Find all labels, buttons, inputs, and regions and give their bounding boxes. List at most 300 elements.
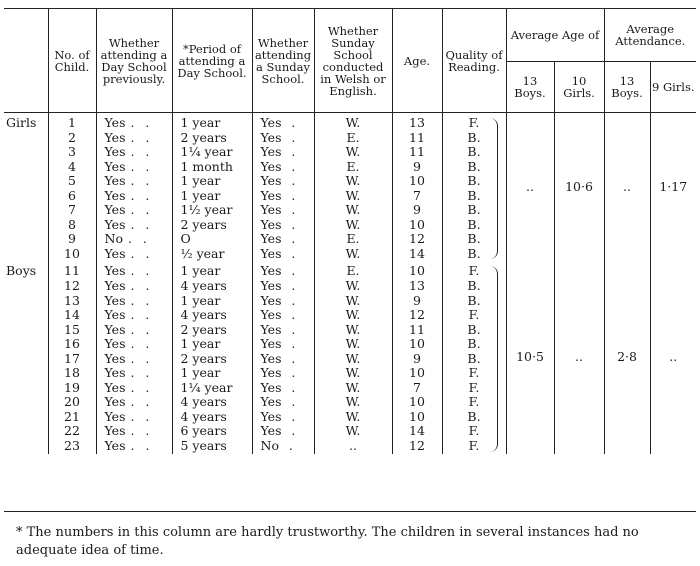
child-number-value: 19 xyxy=(64,379,80,395)
period-day-school xyxy=(181,308,250,323)
child-number xyxy=(51,279,94,294)
table-body xyxy=(4,113,696,454)
attendance-table xyxy=(4,8,696,454)
leader-dots: . . xyxy=(125,336,151,352)
sunday-language-value: W. xyxy=(345,187,361,203)
age-value: 12 xyxy=(409,231,425,247)
leader-dot: . xyxy=(281,278,297,294)
header-sunday-language: Whether Sunday School conducted in Welsh or English. xyxy=(314,9,392,113)
period-day-school xyxy=(181,203,250,218)
age-value: 9 xyxy=(413,202,421,218)
child-number-value: 1 xyxy=(68,115,76,130)
sunday-language-value: W. xyxy=(345,408,361,424)
child-number-value: 12 xyxy=(64,278,80,294)
age-value: 11 xyxy=(409,321,425,337)
age-value: 10 xyxy=(409,394,425,410)
sunday-school xyxy=(261,381,312,396)
sunday-language-value: E. xyxy=(346,129,360,145)
child-number-value: 23 xyxy=(64,438,80,454)
leader-dots: . . xyxy=(125,129,151,145)
period-day-school-value: 2 years xyxy=(180,321,227,337)
quality-of-reading-value: F. xyxy=(468,115,480,130)
leader-dot: . xyxy=(281,379,297,395)
day-school-previously xyxy=(105,279,170,294)
sunday-language xyxy=(317,218,390,233)
day-school-previously xyxy=(105,145,170,160)
day-school-previously xyxy=(105,381,170,396)
day-school-previously-column xyxy=(96,113,172,262)
sunday-language-value: W. xyxy=(345,115,361,130)
average-age-boys: 10·5 xyxy=(506,261,554,453)
sunday-language xyxy=(317,264,390,279)
sunday-school-value: Yes xyxy=(260,408,282,424)
quality-of-reading-value: F. xyxy=(468,263,480,279)
period-day-school-value: 1¼ year xyxy=(180,379,233,395)
child-number-value: 3 xyxy=(68,144,76,160)
header-average-age: Average Age of xyxy=(506,9,604,62)
age xyxy=(395,232,440,247)
sunday-school-value: Yes xyxy=(260,202,282,218)
sunday-school xyxy=(261,279,312,294)
day-school-previously xyxy=(105,424,170,439)
age xyxy=(395,424,440,439)
period-day-school-column xyxy=(172,113,252,262)
age-value: 9 xyxy=(413,158,421,174)
period-day-school xyxy=(181,264,250,279)
group-label: Girls xyxy=(6,115,37,130)
age-value: 10 xyxy=(409,408,425,424)
leader-dot: . xyxy=(281,144,297,160)
sunday-school-value: Yes xyxy=(260,307,282,323)
age xyxy=(395,439,440,454)
child-number-value: 13 xyxy=(64,292,80,308)
sunday-school-value: Yes xyxy=(260,292,282,308)
day-school-previously xyxy=(105,264,170,279)
age-column xyxy=(392,113,442,262)
group-row-girls xyxy=(4,113,696,262)
leader-dot: . xyxy=(281,350,297,366)
quality-of-reading-value: B. xyxy=(467,129,481,145)
sunday-language xyxy=(317,366,390,381)
child-number xyxy=(51,352,94,367)
leader-dots: . . xyxy=(125,365,151,381)
child-number-value: 6 xyxy=(68,187,76,203)
child-number-value: 15 xyxy=(64,321,80,337)
child-number-value: 4 xyxy=(68,158,76,174)
group-row-boys xyxy=(4,261,696,453)
sunday-language-value: E. xyxy=(346,231,360,247)
sunday-school-column xyxy=(252,113,314,262)
subheader-age-10-girls: 10 Girls. xyxy=(554,62,604,113)
sunday-school-value: Yes xyxy=(260,336,282,352)
sunday-language xyxy=(317,145,390,160)
age xyxy=(395,131,440,146)
child-number-value: 16 xyxy=(64,336,80,352)
day-school-previously-value: Yes xyxy=(104,129,126,145)
quality-of-reading-value: B. xyxy=(467,173,481,189)
leader-dots: . . xyxy=(125,321,151,337)
leader-dots: . . xyxy=(125,292,151,308)
sunday-language xyxy=(317,203,390,218)
sunday-school-value: Yes xyxy=(260,350,282,366)
sunday-language-value: W. xyxy=(345,202,361,218)
quality-of-reading-value: F. xyxy=(468,438,480,454)
sunday-school xyxy=(261,203,312,218)
header-day-school-previously: Whether attending a Day School previously. xyxy=(96,9,172,113)
age-value: 10 xyxy=(409,216,425,232)
leader-dots: . . xyxy=(125,245,151,261)
child-number-value: 22 xyxy=(64,423,80,439)
leader-dots: . . xyxy=(125,350,151,366)
sunday-school xyxy=(261,352,312,367)
age xyxy=(395,145,440,160)
sunday-school xyxy=(261,247,312,262)
period-day-school xyxy=(181,439,250,454)
age xyxy=(395,395,440,410)
sunday-language-value: W. xyxy=(345,379,361,395)
period-day-school xyxy=(181,232,250,247)
period-day-school xyxy=(181,247,250,262)
period-day-school-value: 1 year xyxy=(180,292,221,308)
age-value: 10 xyxy=(409,336,425,352)
child-number-value: 9 xyxy=(68,231,76,247)
period-day-school-value: 4 years xyxy=(180,394,227,410)
sunday-school xyxy=(261,424,312,439)
age-value: 10 xyxy=(409,365,425,381)
sunday-school xyxy=(261,145,312,160)
age xyxy=(395,189,440,204)
leader-dots: . . xyxy=(125,187,151,203)
day-school-previously xyxy=(105,247,170,262)
child-number xyxy=(51,131,94,146)
child-number xyxy=(51,323,94,338)
leader-dots: . . xyxy=(125,278,151,294)
age xyxy=(395,247,440,262)
period-day-school-value: 1 month xyxy=(180,158,233,174)
sunday-school xyxy=(261,160,312,175)
sunday-language-value: W. xyxy=(345,245,361,261)
header-label-blank xyxy=(4,9,48,113)
period-day-school-value: 4 years xyxy=(180,278,227,294)
age-value: 13 xyxy=(409,278,425,294)
quality-of-reading-value: B. xyxy=(467,336,481,352)
sunday-school xyxy=(261,294,312,309)
sunday-language xyxy=(317,189,390,204)
child-number xyxy=(51,145,94,160)
quality-of-reading-value: B. xyxy=(467,278,481,294)
leader-dots: . . xyxy=(125,158,151,174)
day-school-previously-value: Yes xyxy=(104,115,126,130)
sunday-school xyxy=(261,232,312,247)
sunday-school-value: Yes xyxy=(260,187,282,203)
age xyxy=(395,308,440,323)
day-school-previously-value: Yes xyxy=(104,187,126,203)
sunday-school xyxy=(261,264,312,279)
day-school-previously xyxy=(105,395,170,410)
subheader-attendance-9-girls: 9 Girls. xyxy=(650,62,696,113)
period-day-school xyxy=(181,294,250,309)
sunday-language xyxy=(317,131,390,146)
sunday-language xyxy=(317,395,390,410)
sunday-school xyxy=(261,323,312,338)
sunday-school-value: Yes xyxy=(260,173,282,189)
sunday-school-value: Yes xyxy=(260,423,282,439)
sunday-school-column xyxy=(252,261,314,453)
day-school-previously-value: Yes xyxy=(104,423,126,439)
leader-dots: . . xyxy=(125,379,151,395)
day-school-previously-value: Yes xyxy=(104,216,126,232)
leader-dot: . xyxy=(278,438,294,454)
sunday-language-value: W. xyxy=(345,394,361,410)
child-number-column xyxy=(48,261,96,453)
sunday-school xyxy=(261,218,312,233)
sunday-school xyxy=(261,395,312,410)
sunday-school xyxy=(261,366,312,381)
subheader-age-13-boys: 13 Boys. xyxy=(506,62,554,113)
sunday-language xyxy=(317,116,390,131)
sunday-language-value: W. xyxy=(345,292,361,308)
leader-dot: . xyxy=(281,321,297,337)
period-day-school-value: 1 year xyxy=(180,173,221,189)
leader-dot: . xyxy=(281,202,297,218)
child-number xyxy=(51,189,94,204)
day-school-previously xyxy=(105,308,170,323)
period-day-school-value: 2 years xyxy=(180,216,227,232)
leader-dot: . xyxy=(281,307,297,323)
age-value: 13 xyxy=(409,115,425,130)
day-school-previously xyxy=(105,218,170,233)
period-day-school-column xyxy=(172,261,252,453)
day-school-previously xyxy=(105,294,170,309)
sunday-school-value: Yes xyxy=(260,321,282,337)
sunday-language-value: W. xyxy=(345,173,361,189)
quality-of-reading-value: F. xyxy=(468,394,480,410)
leader-dot: . xyxy=(281,115,297,130)
child-number-value: 17 xyxy=(64,350,80,366)
child-number xyxy=(51,381,94,396)
header-period-day-school: *Period of attending a Day School. xyxy=(172,9,252,113)
sunday-school xyxy=(261,410,312,425)
day-school-previously xyxy=(105,323,170,338)
day-school-previously-value: Yes xyxy=(104,394,126,410)
age xyxy=(395,174,440,189)
child-number xyxy=(51,160,94,175)
day-school-previously-value: Yes xyxy=(104,245,126,261)
age xyxy=(395,116,440,131)
quality-of-reading-value: F. xyxy=(468,307,480,323)
period-day-school xyxy=(181,395,250,410)
quality-of-reading-value: B. xyxy=(467,187,481,203)
leader-dots: . . xyxy=(125,307,151,323)
child-number-value: 18 xyxy=(64,365,80,381)
day-school-previously-value: Yes xyxy=(104,321,126,337)
child-number xyxy=(51,247,94,262)
sunday-school-value: Yes xyxy=(260,278,282,294)
average-attendance-boys: 2·8 xyxy=(604,261,650,453)
period-day-school-value: 2 years xyxy=(180,129,227,145)
grouping-brace xyxy=(490,118,498,259)
sunday-language-value: E. xyxy=(346,263,360,279)
child-number-value: 7 xyxy=(68,202,76,218)
average-attendance-girls: .. xyxy=(650,261,696,453)
sunday-language xyxy=(317,279,390,294)
period-day-school-value: 1 year xyxy=(180,187,221,203)
leader-dots: . . xyxy=(125,408,151,424)
period-day-school xyxy=(181,279,250,294)
leader-dots: . . xyxy=(125,394,151,410)
age xyxy=(395,410,440,425)
period-day-school-value: 1¼ year xyxy=(180,144,233,160)
sunday-school xyxy=(261,131,312,146)
leader-dot: . xyxy=(281,263,297,279)
leader-dot: . xyxy=(281,187,297,203)
age-value: 10 xyxy=(409,263,425,279)
day-school-previously-value: Yes xyxy=(104,336,126,352)
sunday-school-value: Yes xyxy=(260,245,282,261)
day-school-previously-value: Yes xyxy=(104,408,126,424)
sunday-language xyxy=(317,352,390,367)
sunday-language-value: W. xyxy=(345,144,361,160)
header-sunday-school: Whether attending a Sunday School. xyxy=(252,9,314,113)
leader-dots: . . xyxy=(125,115,151,130)
sunday-school-value: Yes xyxy=(260,216,282,232)
quality-of-reading-value: B. xyxy=(467,216,481,232)
average-attendance-boys: .. xyxy=(604,113,650,262)
leader-dots: . . xyxy=(125,202,151,218)
child-number xyxy=(51,337,94,352)
age-value: 11 xyxy=(409,129,425,145)
child-number xyxy=(51,294,94,309)
header-average-attendance: Average Attendance. xyxy=(604,9,696,62)
age xyxy=(395,323,440,338)
child-number-value: 14 xyxy=(64,307,80,323)
leader-dot: . xyxy=(281,216,297,232)
child-number xyxy=(51,366,94,381)
child-number-value: 8 xyxy=(68,216,76,232)
leader-dots: . . xyxy=(122,231,148,247)
day-school-previously-value: Yes xyxy=(104,379,126,395)
sunday-language xyxy=(317,410,390,425)
age-value: 12 xyxy=(409,307,425,323)
sunday-school-value: Yes xyxy=(260,158,282,174)
period-day-school xyxy=(181,410,250,425)
leader-dot: . xyxy=(281,365,297,381)
age-value: 7 xyxy=(413,187,421,203)
header-age: Age. xyxy=(392,9,442,113)
sunday-language-value: .. xyxy=(349,438,357,454)
leader-dot: . xyxy=(281,394,297,410)
child-number xyxy=(51,439,94,454)
age-value: 9 xyxy=(413,292,421,308)
sunday-language-value: W. xyxy=(345,365,361,381)
quality-of-reading-value: B. xyxy=(467,292,481,308)
child-number-value: 11 xyxy=(64,263,80,279)
period-day-school-value: 1 year xyxy=(180,115,221,130)
sunday-language-value: W. xyxy=(345,216,361,232)
sunday-school xyxy=(261,308,312,323)
day-school-previously xyxy=(105,366,170,381)
day-school-previously-value: Yes xyxy=(104,307,126,323)
day-school-previously-value: Yes xyxy=(104,144,126,160)
period-day-school xyxy=(181,381,250,396)
age-column xyxy=(392,261,442,453)
sunday-language xyxy=(317,247,390,262)
day-school-previously-value: Yes xyxy=(104,350,126,366)
leader-dot: . xyxy=(281,173,297,189)
sunday-school-value: Yes xyxy=(260,365,282,381)
sunday-school-value: Yes xyxy=(260,379,282,395)
sunday-language-value: W. xyxy=(345,321,361,337)
day-school-previously xyxy=(105,174,170,189)
day-school-previously xyxy=(105,410,170,425)
day-school-previously xyxy=(105,116,170,131)
period-day-school xyxy=(181,337,250,352)
age xyxy=(395,203,440,218)
sunday-school-value: Yes xyxy=(260,231,282,247)
quality-of-reading-value: B. xyxy=(467,158,481,174)
age xyxy=(395,264,440,279)
child-number xyxy=(51,116,94,131)
child-number xyxy=(51,203,94,218)
age xyxy=(395,160,440,175)
period-day-school xyxy=(181,131,250,146)
subheader-attendance-13-boys: 13 Boys. xyxy=(604,62,650,113)
period-day-school xyxy=(181,145,250,160)
child-number xyxy=(51,264,94,279)
age-value: 14 xyxy=(409,245,425,261)
sunday-language-value: W. xyxy=(345,307,361,323)
day-school-previously xyxy=(105,131,170,146)
sunday-school xyxy=(261,116,312,131)
grouping-brace xyxy=(490,266,498,451)
age xyxy=(395,352,440,367)
day-school-previously xyxy=(105,439,170,454)
child-number xyxy=(51,218,94,233)
quality-of-reading-value: B. xyxy=(467,231,481,247)
period-day-school-value: 5 years xyxy=(180,438,227,454)
child-number xyxy=(51,308,94,323)
day-school-previously-value: Yes xyxy=(104,292,126,308)
day-school-previously xyxy=(105,352,170,367)
child-number-value: 5 xyxy=(68,173,76,189)
group-label: Boys xyxy=(6,263,37,279)
period-day-school xyxy=(181,366,250,381)
sunday-language-value: W. xyxy=(345,423,361,439)
age-value: 11 xyxy=(409,144,425,160)
period-day-school-value: 6 years xyxy=(180,423,227,439)
leader-dot: . xyxy=(281,158,297,174)
sunday-language xyxy=(317,323,390,338)
leader-dots: . . xyxy=(125,423,151,439)
age-value: 7 xyxy=(413,379,421,395)
period-day-school-value: 4 years xyxy=(180,408,227,424)
day-school-previously-value: Yes xyxy=(104,173,126,189)
leader-dots: . . xyxy=(125,263,151,279)
sunday-language-value: W. xyxy=(345,278,361,294)
sunday-language-value: W. xyxy=(345,350,361,366)
average-attendance-girls: 1·17 xyxy=(650,113,696,262)
leader-dot: . xyxy=(281,245,297,261)
sunday-language xyxy=(317,424,390,439)
sunday-language xyxy=(317,174,390,189)
sunday-language xyxy=(317,232,390,247)
child-number-value: 10 xyxy=(64,245,80,261)
day-school-previously xyxy=(105,189,170,204)
sunday-school xyxy=(261,174,312,189)
sunday-school-value: No xyxy=(260,438,279,454)
day-school-previously-value: Yes xyxy=(104,263,126,279)
day-school-previously xyxy=(105,337,170,352)
